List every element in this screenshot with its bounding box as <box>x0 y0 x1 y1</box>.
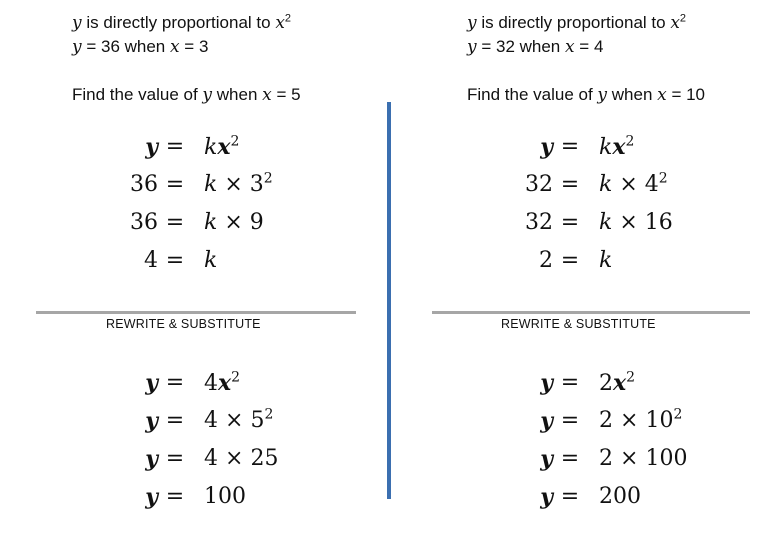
question-text: Find the value of <box>72 85 203 104</box>
section-rule <box>432 311 750 314</box>
solution-step <box>495 370 775 408</box>
working-steps <box>483 134 763 286</box>
equation-rhs: 200 <box>599 484 641 509</box>
equation-rhs: $2 \times 10^2$ <box>599 406 683 433</box>
var-x: x <box>670 13 680 33</box>
var-y: y <box>467 13 477 33</box>
equals-sign: = <box>165 446 185 471</box>
equals-sign: = <box>165 370 185 395</box>
equation-rhs: $k \times 4^2$ <box>599 170 668 197</box>
question-line <box>72 83 301 107</box>
var-x: x <box>564 37 575 57</box>
equals-sign: = <box>560 446 580 471</box>
var-x: x <box>275 13 285 33</box>
var-x: x <box>169 37 180 57</box>
exponent: 2 <box>263 170 273 187</box>
exponent: 2 <box>658 170 668 187</box>
statement-line-1 <box>72 11 301 35</box>
var-y: y <box>202 85 213 105</box>
equation-rhs: k × 16 <box>599 210 673 235</box>
equation-lhs: 2 <box>539 248 553 273</box>
exponent: 2 <box>626 369 636 386</box>
statement-text: = 36 when <box>81 37 170 56</box>
equation-rhs: k × 9 <box>204 210 264 235</box>
equation-rhs: $kx^2$ <box>599 133 635 160</box>
equation-rhs: $2x^2$ <box>599 369 636 396</box>
solution-step <box>100 446 380 484</box>
working-step <box>483 248 763 286</box>
working-step <box>483 210 763 248</box>
question-text: = 5 <box>271 85 301 104</box>
problem-statement <box>72 11 301 107</box>
equals-sign: = <box>560 408 580 433</box>
equation-rhs: 4 × 25 <box>204 446 279 471</box>
solution-steps <box>100 370 380 522</box>
solution-step <box>100 370 380 408</box>
equation-lhs: 32 <box>525 172 553 197</box>
vertical-divider <box>387 102 391 499</box>
equation-lhs: y <box>145 134 158 160</box>
equation-lhs: 32 <box>525 210 553 235</box>
section-rule <box>36 311 356 314</box>
equation-rhs: $4 \times 5^2$ <box>204 406 274 433</box>
exponent: 2 <box>284 12 292 25</box>
rewrite-substitute-caption: REWRITE & SUBSTITUTE <box>501 317 656 331</box>
working-step <box>483 172 763 210</box>
solution-step <box>495 408 775 446</box>
exponent: 2 <box>625 133 635 150</box>
equation-rhs: $4x^2$ <box>204 369 241 396</box>
var-y: y <box>597 85 608 105</box>
equation-lhs: 36 <box>130 172 158 197</box>
exponent: 2 <box>231 369 241 386</box>
solution-step <box>100 484 380 522</box>
equation-rhs: k <box>599 248 613 273</box>
statement-line-1 <box>467 11 705 35</box>
equals-sign: = <box>165 484 185 509</box>
working-steps <box>88 134 368 286</box>
var-y: y <box>467 37 477 57</box>
equation-lhs: y <box>540 484 553 510</box>
working-step <box>88 210 368 248</box>
working-step <box>88 134 368 172</box>
equals-sign: = <box>560 210 580 235</box>
equation-lhs: y <box>540 446 553 472</box>
statement-text: = 3 <box>179 37 209 56</box>
question-text: = 10 <box>666 85 706 104</box>
solution-step <box>495 446 775 484</box>
statement-line-2 <box>72 35 301 59</box>
equals-sign: = <box>560 248 580 273</box>
var-y: y <box>72 13 82 33</box>
solution-step <box>100 408 380 446</box>
statement-text: is directly proportional to <box>81 13 276 32</box>
question-text: when <box>212 85 263 104</box>
equation-lhs: y <box>145 408 158 434</box>
equation-lhs: y <box>145 446 158 472</box>
working-step <box>88 172 368 210</box>
var-x: x <box>657 85 667 105</box>
question-text: Find the value of <box>467 85 598 104</box>
equation-rhs: $kx^2$ <box>204 133 240 160</box>
right-worked-example <box>395 0 775 540</box>
problem-statement <box>467 11 705 107</box>
working-step <box>483 134 763 172</box>
solution-steps <box>495 370 775 522</box>
equals-sign: = <box>165 134 185 159</box>
exponent: 2 <box>264 406 274 423</box>
equation-lhs: y <box>540 134 553 160</box>
equation-lhs: y <box>145 370 158 396</box>
equation-lhs: 4 <box>144 248 158 273</box>
solution-step <box>495 484 775 522</box>
exponent: 2 <box>673 406 683 423</box>
equation-lhs: y <box>540 370 553 396</box>
equals-sign: = <box>560 134 580 159</box>
var-x: x <box>262 85 272 105</box>
statement-line-2 <box>467 35 705 59</box>
equation-rhs: k <box>204 248 218 273</box>
rewrite-substitute-caption: REWRITE & SUBSTITUTE <box>106 317 261 331</box>
equation-rhs: 2 × 100 <box>599 446 688 471</box>
left-worked-example <box>0 0 380 540</box>
statement-text: = 4 <box>574 37 604 56</box>
equals-sign: = <box>165 248 185 273</box>
equals-sign: = <box>165 408 185 433</box>
working-step <box>88 248 368 286</box>
question-text: when <box>607 85 658 104</box>
equation-rhs: $k \times 3^2$ <box>204 170 273 197</box>
exponent: 2 <box>230 133 240 150</box>
statement-text: is directly proportional to <box>476 13 671 32</box>
equals-sign: = <box>560 484 580 509</box>
equation-lhs: 36 <box>130 210 158 235</box>
var-y: y <box>72 37 82 57</box>
statement-text: = 32 when <box>476 37 565 56</box>
equation-lhs: y <box>145 484 158 510</box>
equation-lhs: y <box>540 408 553 434</box>
equals-sign: = <box>165 210 185 235</box>
equals-sign: = <box>165 172 185 197</box>
equals-sign: = <box>560 172 580 197</box>
exponent: 2 <box>679 12 687 25</box>
question-line <box>467 83 705 107</box>
equation-rhs: 100 <box>204 484 246 509</box>
equals-sign: = <box>560 370 580 395</box>
